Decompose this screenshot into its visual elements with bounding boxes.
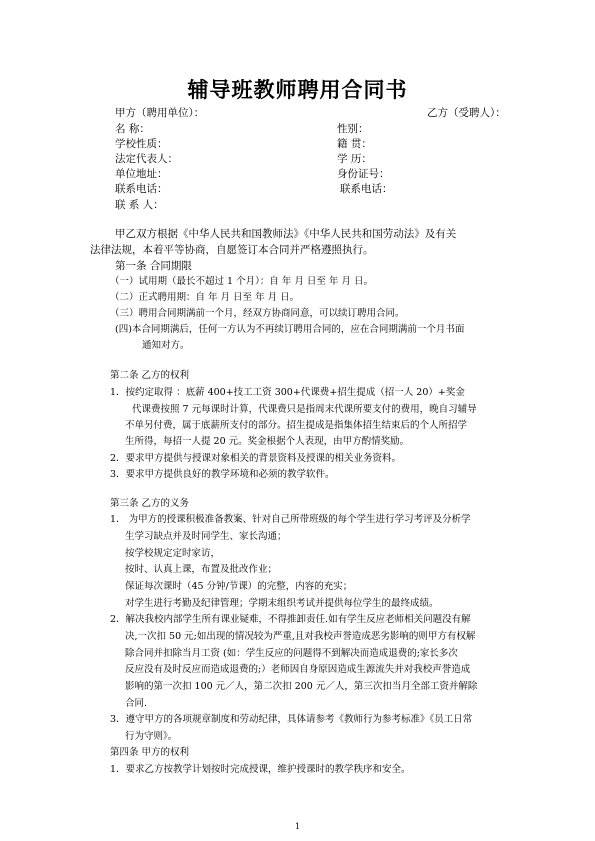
article-2-line: 3．要求甲方提供良好的教学环境和必须的教学软件。 bbox=[110, 469, 335, 480]
article-1-item: （三）聘用合同期满前一个月，经双方协商同意，可以续订聘用合同。 bbox=[110, 308, 405, 319]
party-b-field: 学 历： bbox=[337, 153, 372, 165]
article-1-item: 通知对方。 bbox=[142, 340, 190, 351]
article-3-line: 保证每次课时（45 分钟/节课）的完整，内容的充实； bbox=[125, 581, 353, 592]
article-3-line: 对学生进行考勤及纪律管理；学期末组织考试并提供每位学生的最终成绩。 bbox=[125, 598, 439, 609]
article-1-item: （一）试用期（最长不超过 1 个月）：自 年 月 日至 年 月 日。 bbox=[110, 276, 373, 287]
article-3-line: 按时、认真上课，布置及批改作业； bbox=[125, 564, 278, 575]
article-3-line: 决,一次扣 50 元;如出现的情况较为严重,且对我校声誉造成恶劣影响的则甲方有权解 bbox=[125, 631, 476, 642]
article-3-line: 2．解决我校内部学生所有课业疑难，不得推卸责任.如有学生反应老师相关问题没有解 bbox=[110, 614, 471, 625]
article-2-line: 1．按约定取得 ：底薪 400+技工工资 300+代课费+招生提成（招一人 20）+奖金 bbox=[110, 387, 465, 398]
article-2-line: 生所得，每招一人提 20 元。奖金根据个人表现，由甲方酌情奖励。 bbox=[125, 436, 410, 447]
party-a-field: 联系电话： bbox=[115, 183, 168, 195]
article-3-line: 反应没有及时反应而造成退费的;）老师因自身原因造成生源流失并对我校声誉造成 bbox=[125, 664, 471, 675]
page-number: 1 bbox=[294, 822, 301, 831]
party-a-field: 联 系 人： bbox=[115, 199, 164, 211]
article-3-line: 行为守则》。 bbox=[125, 731, 178, 742]
article-3-line: 1． 为甲方的授课积极准备教案、针对自己所带班级的每个学生进行学习考评及分析学 bbox=[110, 514, 471, 525]
intro-line: 法律法规，本着平等协商，自愿签订本合同并严格遵照执行。 bbox=[90, 244, 374, 256]
article-2-line: 不单另付费，属于底薪所支付的部分。招生提成是指集体招生结束后的个人所招学 bbox=[125, 420, 468, 431]
article-3-line: 合同. bbox=[125, 698, 148, 709]
party-b-label: 乙方（受聘人）： bbox=[427, 107, 506, 119]
document-title: 辅导班教师聘用合同书 bbox=[187, 78, 408, 102]
party-a-field: 法定代表人： bbox=[115, 153, 178, 165]
party-b-field: 性别： bbox=[337, 123, 369, 135]
article-2-line: 2．要求甲方提供与授课对象相关的背景资料及授课的相关业务资料。 bbox=[110, 453, 402, 464]
article-4-line: 1．要求乙方按教学计划按时完成授课，维护授课时的教学秩序和安全。 bbox=[110, 764, 411, 775]
party-a-field: 名 称： bbox=[115, 123, 150, 135]
article-3-heading: 第三条 乙方的义务 bbox=[110, 498, 190, 509]
party-b-field: 联系电话： bbox=[340, 183, 393, 195]
article-1-item: (四)本合同期满后，任何一方认为不再续订聘用合同的，应在合同期满前一个月书面 bbox=[115, 324, 465, 335]
article-3-line: 生学习缺点并及时同学生、家长沟通； bbox=[125, 531, 287, 542]
party-b-field: 籍 贯： bbox=[337, 138, 372, 150]
article-4-heading: 第四条 甲方的权利 bbox=[110, 747, 190, 758]
article-3-line: 按学校规定定时家访， bbox=[125, 548, 221, 559]
party-a-field: 学校性质： bbox=[115, 138, 168, 150]
intro-line: 甲乙双方根据《中华人民共和国教师法》《中华人民共和国劳动法》及有关 bbox=[115, 228, 457, 240]
article-1-item: （二）正式聘用期：自 年 月 日至 年 月 日。 bbox=[110, 292, 300, 303]
article-3-line: 除合同并扣除当月工资 (如：学生反应的问题得不到解决而造成退费的;家长多次 bbox=[125, 648, 458, 659]
article-2-line: 代课费按照 7 元每课时计算，代课费只是指周末代课所要支付的费用，晚自习辅导 bbox=[132, 404, 477, 415]
article-1-heading: 第一条 合同期限 bbox=[115, 260, 192, 272]
party-a-label: 甲方（聘用单位）： bbox=[115, 107, 205, 119]
article-3-line: 3．遵守甲方的各项规章制度和劳动纪律，具体请参考《教师行为参考标准》《员工日常 bbox=[110, 714, 473, 725]
party-b-field: 身份证号： bbox=[337, 168, 390, 180]
article-3-line: 影响的第一次扣 100 元／人，第二次扣 200 元／人，第三次扣当月全部工资并解除 bbox=[125, 681, 478, 692]
party-a-field: 单位地址： bbox=[115, 168, 168, 180]
article-2-heading: 第二条 乙方的权利 bbox=[110, 370, 190, 381]
